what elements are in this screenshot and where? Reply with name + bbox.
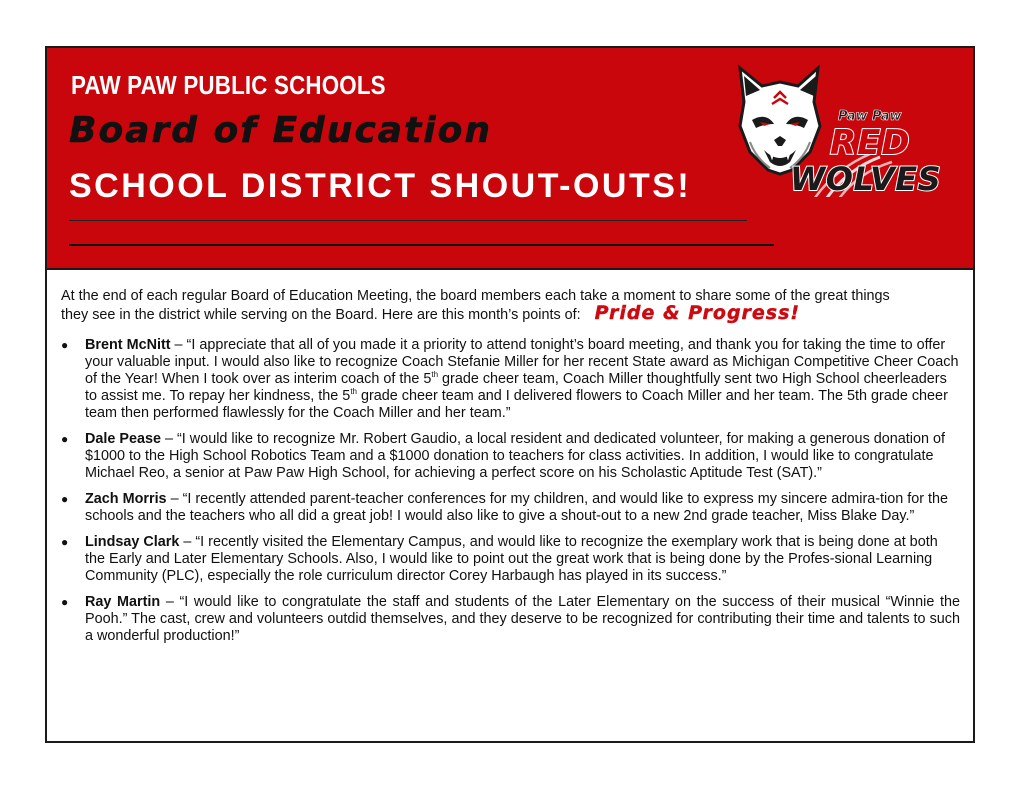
shoutout-text: grade cheer team and I delivered flowers to Coach Miller and her team. The 5th grade cheer team then performed flawlessly for the Coach Miller and her team.”	[85, 388, 948, 421]
shoutout-item-martin	[61, 594, 960, 645]
header-rule-bottom	[69, 244, 774, 246]
member-name: Dale Pease	[85, 431, 162, 447]
shoutout-item-clark	[61, 534, 960, 585]
header-banner	[47, 48, 973, 270]
intro-line-1: At the end of each regular Board of Education Meeting, the board members each take a moment to share some of the great things	[61, 288, 890, 304]
logo-small-text: Paw Paw	[838, 109, 902, 124]
header-rule-top	[69, 220, 747, 221]
shoutout-text: – “I would like to recognize Mr. Robert Gaudio, a local resident and dedicated volunteer, for making a generous donation of $1000 to the High School Robotics Team and a $1000 donation to teachers for class activities. In addition, I would like to congratulate Michael Reo, a senior at Paw Paw High School, for achieving a perfect score on his Scholastic Aptitude Test (SAT).”	[85, 431, 945, 481]
ordinal-suffix: th	[350, 387, 357, 396]
district-name: PAW PAW PUBLIC SCHOOLS	[71, 70, 386, 100]
shoutout-text: grade cheer team, Coach Miller thoughtfully sent two High School cheerleaders to assist me. To repay her kindness, the 5	[85, 371, 947, 404]
wolf-head-icon	[740, 68, 820, 174]
board-title: Board of Education	[69, 110, 492, 151]
shoutout-list	[61, 337, 960, 645]
shoutout-text: – “I recently visited the Elementary Campus, and would like to recognize the exemplary work that is being done at both the Early and Later Elementary Schools. Also, I would like to point out the great work that is being done by the Profes-sional Learning Community (PLC), especially the role curriculum director Corey Harbaugh has played in its success.”	[85, 534, 938, 584]
newsletter-frame	[45, 46, 975, 743]
bullet-icon: ●	[61, 432, 69, 446]
shoutout-text: – “I would like to congratulate the staff and students of the Later Elementary on the success of their musical “Winnie the Pooh.” The cast, crew and volunteers outdid themselves, and they deserve to be recognized for contributing their time and talents to such a wonderful production!”	[85, 594, 960, 644]
intro-line-2: they see in the district while serving on the Board. Here are this month’s points of:	[61, 307, 581, 323]
ordinal-suffix: th	[431, 370, 439, 379]
shoutout-text: – “I recently attended parent-teacher conferences for my children, and would like to express my sincere admira-tion for the schools and the teachers who all did a great job! I would also like to give a shout-out to a new 2nd grade teacher, Miss Blake Day.”	[85, 491, 949, 524]
shoutout-item-morris	[61, 491, 960, 525]
shoutouts-title: SCHOOL DISTRICT SHOUT-OUTS!	[69, 167, 692, 205]
member-name: Zach Morris	[85, 491, 167, 507]
intro-paragraph	[61, 288, 960, 324]
member-name: Brent McNitt	[85, 337, 171, 353]
bullet-icon: ●	[61, 338, 69, 352]
bullet-icon: ●	[61, 492, 69, 506]
shoutout-item-pease	[61, 431, 960, 482]
newsletter-content	[61, 288, 960, 654]
bullet-icon: ●	[61, 535, 69, 549]
pride-progress-highlight: Pride & Progress!	[594, 302, 801, 324]
member-name: Lindsay Clark	[85, 534, 180, 550]
bullet-icon: ●	[61, 595, 69, 609]
shoutout-item-mcnitt	[61, 337, 960, 422]
logo-wolves-text: WOLVES	[790, 160, 942, 197]
shoutout-text: – “I appreciate that all of you made it a priority to attend tonight’s board meeting, and thank you for taking the time to offer your valuable input. I would also like to recognize Coach Stefanie Miller for her recent State award as Michigan Competitive Cheer Coach of the Year! When I took over as interim coach of the 5	[85, 337, 959, 387]
member-name: Ray Martin	[85, 594, 161, 610]
logo-red-text: RED	[830, 123, 911, 163]
red-wolves-logo	[730, 62, 965, 197]
